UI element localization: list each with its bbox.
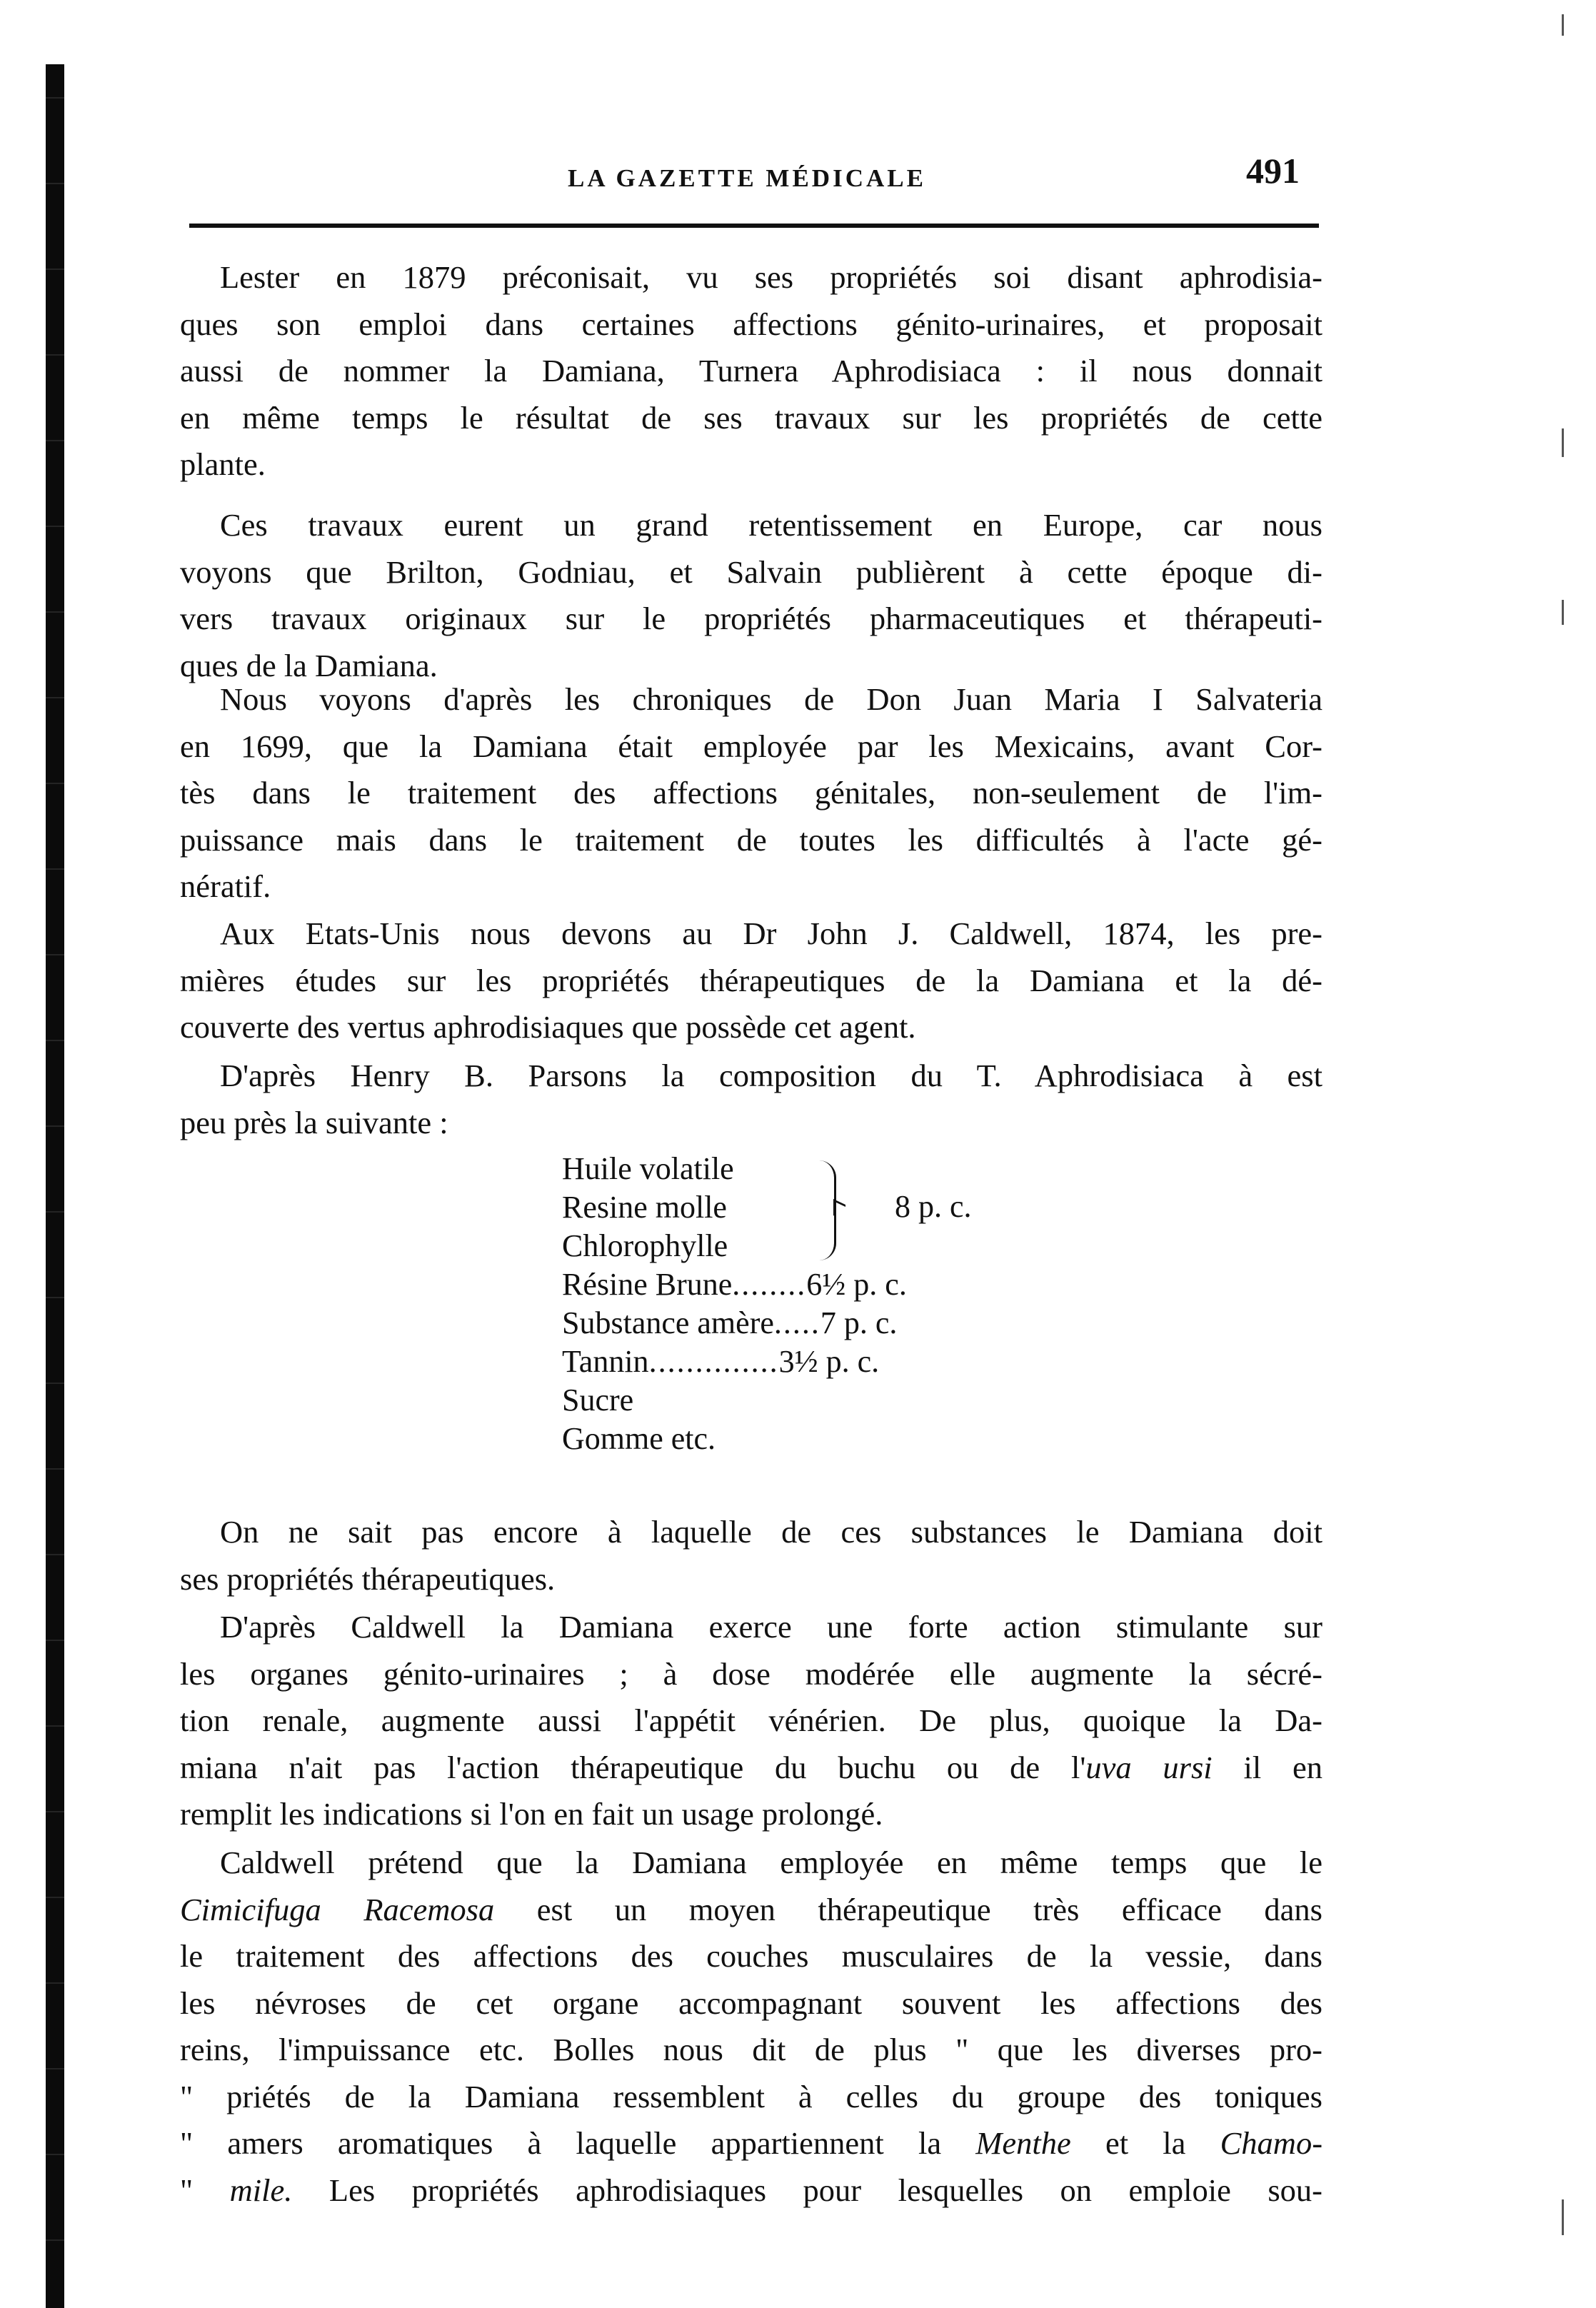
text-line: ques de la Damiana.: [180, 647, 438, 683]
paragraph-5: [180, 1053, 1323, 1146]
text-line: puissance mais dans le traitement de toutes les difficultés à l'acte gé-: [180, 821, 1323, 858]
composition-name: Résine Brune: [562, 1267, 733, 1302]
text-line: tès dans le traitement des affections génitales, non-seulement de l'im-: [180, 775, 1323, 811]
text-line: D'après Caldwell la Damiana exerce une forte action stimulante sur: [220, 1609, 1323, 1645]
paragraph-3: [180, 676, 1323, 910]
composition-item: Resine molle: [562, 1190, 727, 1225]
text-line: vers travaux originaux sur le propriétés pharmaceutiques et thérapeuti-: [180, 601, 1323, 636]
text-run: Les propriétés aphrodisiaques pour lesquelles on emploie sou-: [292, 2172, 1323, 2208]
composition-list: [562, 1150, 907, 1458]
text-line: plante.: [180, 446, 266, 482]
italic-term: uva ursi: [1085, 1749, 1213, 1785]
text-line: Aux Etats-Unis nous devons au Dr John J. Caldwell, 1874, les pre-: [220, 915, 1323, 951]
composition-row: [562, 1343, 907, 1381]
text-line: peu près la suivante :: [180, 1104, 448, 1140]
composition-name: Substance amère: [562, 1305, 774, 1340]
group-value: 8 p. c.: [895, 1189, 972, 1224]
text-line: ses propriétés thérapeutiques.: [180, 1560, 556, 1597]
composition-value: 7 p. c.: [820, 1305, 898, 1340]
text-run: est un moyen thérapeutique très efficace dans: [494, 1891, 1323, 1927]
text-line: voyons que Brilton, Godniau, et Salvain publièrent à cette époque di-: [180, 553, 1323, 590]
running-title: LA GAZETTE MÉDICALE: [568, 164, 926, 192]
composition-name: Tannin: [562, 1344, 649, 1379]
book-binding-edge: [46, 64, 64, 2308]
text-line: les organes génito-urinaires ; à dose modérée elle augmente la sécré-: [180, 1655, 1323, 1692]
text-line: couverte des vertus aphrodisiaques que possède cet agent.: [180, 1009, 916, 1045]
leader-dots: ..............: [648, 1344, 779, 1379]
header-rule: [189, 224, 1319, 228]
text-line: reins, l'impuissance etc. Bolles nous dit de plus " que les diverses pro-: [180, 2032, 1323, 2067]
composition-item: Gomme etc.: [562, 1421, 716, 1456]
text-line: en même temps le résultat de ses travaux sur les propriétés de cette: [180, 399, 1323, 436]
text-line: les névroses de cet organe accompagnant souvent les affections des: [180, 1985, 1323, 2021]
composition-row: [562, 1265, 907, 1304]
paragraph-7: [180, 1604, 1323, 1838]
paragraph-8: [180, 1840, 1323, 2214]
leader-dots: ........: [732, 1267, 807, 1302]
paragraph-6: [180, 1509, 1323, 1602]
leader-dots: .....: [773, 1305, 820, 1340]
italic-term: mile.: [229, 2172, 293, 2208]
text-run: miana n'ait pas l'action thérapeutique du buchu ou de l': [180, 1749, 1086, 1785]
text-line: mières études sur les propriétés thérapeutiques de la Damiana et la dé-: [180, 962, 1323, 998]
italic-term: Cimicifuga Racemosa: [180, 1891, 495, 1927]
composition-item: Sucre: [562, 1383, 634, 1418]
text-line: le traitement des affections des couches musculaires de la vessie, dans: [180, 1938, 1323, 1974]
italic-term: Chamo-: [1220, 2125, 1323, 2161]
text-line: nératif.: [180, 868, 271, 904]
composition-value: 6½ p. c.: [806, 1267, 907, 1302]
text-line: [180, 2120, 1323, 2167]
paragraph-1: [180, 254, 1323, 488]
text-line: aussi de nommer la Damiana, Turnera Aphrodisiaca : il nous donnait: [180, 353, 1323, 388]
text-run: il en: [1212, 1749, 1323, 1785]
text-line: [180, 2167, 1323, 2214]
text-line: Nous voyons d'après les chroniques de Don Juan Maria I Salvateria: [220, 681, 1323, 717]
paragraph-4: [180, 910, 1323, 1051]
text-line: " priétés de la Damiana ressemblent à celles du groupe des toniques: [180, 2078, 1323, 2114]
page-header: [182, 150, 1325, 207]
scan-speck: [1562, 428, 1564, 457]
scan-speck: [1562, 600, 1564, 625]
text-line: Caldwell prétend que la Damiana employée en même temps que le: [220, 1845, 1323, 1880]
text-line: ques son emploi dans certaines affections génito-urinaires, et proposait: [180, 306, 1323, 342]
text-line: Lester en 1879 préconisait, vu ses propriétés soi disant aphrodisia-: [220, 259, 1323, 295]
scan-speck: [1562, 14, 1564, 36]
composition-item: Huile volatile: [562, 1151, 734, 1186]
text-line: tion renale, augmente aussi l'appétit vénérien. De plus, quoique la Da-: [180, 1702, 1323, 1738]
composition-row: [562, 1304, 907, 1343]
text-run: et la: [1070, 2125, 1220, 2161]
text-line: remplit les indications si l'on en fait un usage prolongé.: [180, 1796, 883, 1832]
composition-value: 3½ p. c.: [778, 1344, 880, 1379]
text-run: ": [180, 2172, 230, 2208]
text-line: [180, 1887, 1323, 1934]
text-line: Ces travaux eurent un grand retentissement en Europe, car nous: [220, 507, 1323, 543]
scan-speck: [1562, 2199, 1564, 2235]
text-run: " amers aromatiques à laquelle appartiennent la: [180, 2125, 976, 2161]
composition-item: Chlorophylle: [562, 1228, 728, 1263]
text-line: [180, 1745, 1323, 1792]
paragraph-2: [180, 502, 1323, 689]
text-line: D'après Henry B. Parsons la composition du T. Aphrodisiaca à est: [220, 1058, 1323, 1093]
text-line: On ne sait pas encore à laquelle de ces substances le Damiana doit: [220, 1514, 1323, 1550]
italic-term: Menthe: [975, 2125, 1071, 2161]
page-number: 491: [1246, 151, 1300, 191]
text-line: en 1699, que la Damiana était employée par les Mexicains, avant Cor-: [180, 728, 1323, 764]
